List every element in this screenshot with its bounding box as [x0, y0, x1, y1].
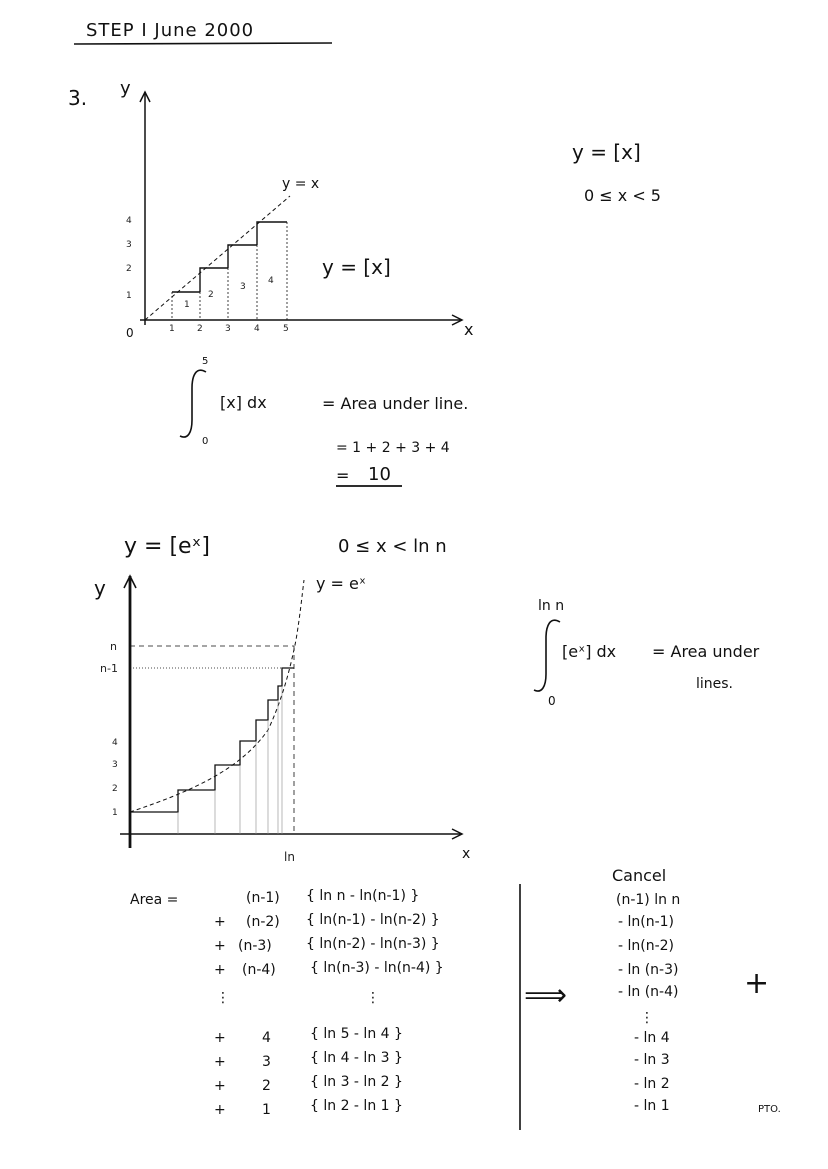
part2-fn: y = [eˣ] [124, 534, 210, 559]
area-label: Area = [130, 892, 179, 908]
graph2-x-tick-ln: ln [284, 850, 295, 864]
part2-domain: 0 ≤ x < ln n [338, 536, 447, 557]
graph2-floor-exp [120, 576, 462, 848]
graph1-x-tick-2: 2 [197, 324, 203, 334]
cancel-line-7: - ln 4 [634, 1030, 670, 1046]
graph1-floor-label: y = [x] [322, 255, 391, 279]
graph2-y-tick-1: 1 [112, 808, 118, 818]
graph1-step-4 [257, 222, 287, 245]
implies-arrow: ⟹ [524, 978, 568, 1013]
header-underline [74, 43, 332, 44]
graph1-area-1: 1 [184, 300, 190, 310]
cancel-line-3: - ln(n-2) [618, 938, 675, 954]
integral2-equals: = Area under [652, 642, 760, 661]
page-header-title: STEP I June 2000 [86, 20, 255, 41]
side-definition-domain: 0 ≤ x < 5 [584, 186, 661, 205]
area-row-6-brace: { ln 5 - ln 4 } [310, 1026, 403, 1042]
graph2-y-tick-n: n [110, 640, 117, 653]
area-row-4-brace: { ln(n-3) - ln(n-4) } [310, 960, 444, 976]
integral1-sum: = 1 + 2 + 3 + 4 [336, 440, 450, 456]
area-row-7-coef: 3 [262, 1054, 271, 1070]
area-row-2-prefix: + [214, 914, 226, 930]
graph1-area-4: 4 [268, 276, 274, 286]
area-row-5-brace: ⋮ [366, 990, 380, 1006]
area-row-4-coef: (n-4) [242, 962, 276, 978]
integral1-sign [180, 370, 206, 437]
graph2-y-tick-4: 4 [112, 738, 118, 748]
area-row-1-coef: (n-1) [246, 890, 280, 906]
cancel-line-8: - ln 3 [634, 1052, 670, 1068]
graph2-y-tick-3: 3 [112, 760, 118, 770]
graph1-line-label: y = x [282, 176, 320, 192]
integral2-lower: 0 [548, 694, 556, 708]
area-row-9-brace: { ln 2 - ln 1 } [310, 1098, 403, 1114]
area-row-9-coef: 1 [262, 1102, 271, 1118]
integral1-upper: 5 [202, 356, 209, 367]
graph2-steps [130, 668, 294, 812]
integral1-integrand: [x] dx [220, 393, 267, 412]
graph2-y-tick-n-minus-1: n-1 [100, 662, 118, 675]
integral1-equals: = Area under line. [322, 394, 469, 413]
graph2-x-label: x [462, 846, 471, 862]
area-row-3-coef: (n-3) [238, 938, 272, 954]
graph1-x-tick-4: 4 [254, 324, 260, 334]
graph1-y-tick-1: 1 [126, 291, 132, 301]
graph1-step-2 [200, 268, 228, 292]
graph2-curve-label: y = eˣ [316, 574, 366, 593]
graph1-line-y-equals-x [145, 196, 290, 320]
graph1-y-tick-3: 3 [126, 240, 132, 250]
area-row-3-brace: { ln(n-2) - ln(n-3) } [306, 936, 440, 952]
area-row-8-coef: 2 [262, 1078, 271, 1094]
cancel-line-5: - ln (n-4) [618, 984, 679, 1000]
cancel-line-2: - ln(n-1) [618, 914, 675, 930]
question-number: 3. [68, 86, 88, 110]
area-row-5-prefix: ⋮ [216, 990, 230, 1006]
area-row-4-prefix: + [214, 962, 226, 978]
area-row-3-prefix: + [214, 938, 226, 954]
area-row-6-coef: 4 [262, 1030, 271, 1046]
graph1-y-tick-4: 4 [126, 216, 132, 226]
integral2-integrand: [eˣ] dx [562, 642, 617, 661]
area-row-1-brace: { ln n - ln(n-1) } [306, 888, 420, 904]
integral2-upper: ln n [538, 598, 565, 614]
graph1-step-3 [228, 245, 257, 268]
cancel-line-4: - ln (n-3) [618, 962, 679, 978]
pto-note: PTO. [758, 1104, 781, 1115]
integral1-answer: 10 [368, 464, 391, 485]
graph1-y-label: y [120, 78, 131, 99]
area-row-8-brace: { ln 3 - ln 2 } [310, 1074, 403, 1090]
graph1-x-label: x [464, 320, 474, 339]
integral2-sign [534, 620, 560, 691]
area-row-2-coef: (n-2) [246, 914, 280, 930]
graph1-x-tick-1: 1 [169, 324, 175, 334]
graph1-x-tick-3: 3 [225, 324, 231, 334]
cancel-line-1: (n-1) ln n [616, 892, 681, 908]
graph1-floor-x [140, 92, 462, 325]
integral1-eq-sign: = [336, 466, 350, 485]
integral1-lower: 0 [202, 436, 209, 447]
cancel-line-6: ⋮ [640, 1010, 654, 1026]
cancel-plus: + [744, 966, 770, 1001]
area-row-8-prefix: + [214, 1078, 226, 1094]
area-row-7-prefix: + [214, 1054, 226, 1070]
area-row-7-brace: { ln 4 - ln 3 } [310, 1050, 403, 1066]
graph1-area-2: 2 [208, 290, 214, 300]
cancel-line-9: - ln 2 [634, 1076, 670, 1092]
graph1-x-tick-5: 5 [283, 324, 289, 334]
graph1-y-tick-2: 2 [126, 264, 132, 274]
cancel-line-10: - ln 1 [634, 1098, 670, 1114]
area-row-2-brace: { ln(n-1) - ln(n-2) } [306, 912, 440, 928]
graph1-area-3: 3 [240, 282, 246, 292]
area-row-9-prefix: + [214, 1102, 226, 1118]
graph2-y-label: y [94, 576, 106, 600]
graph2-y-tick-2: 2 [112, 784, 118, 794]
area-row-6-prefix: + [214, 1030, 226, 1046]
integral2-equals-cont: lines. [696, 676, 734, 692]
graph1-origin: 0 [126, 326, 134, 340]
side-definition-fn: y = [x] [572, 140, 641, 164]
cancel-title: Cancel [612, 866, 667, 885]
